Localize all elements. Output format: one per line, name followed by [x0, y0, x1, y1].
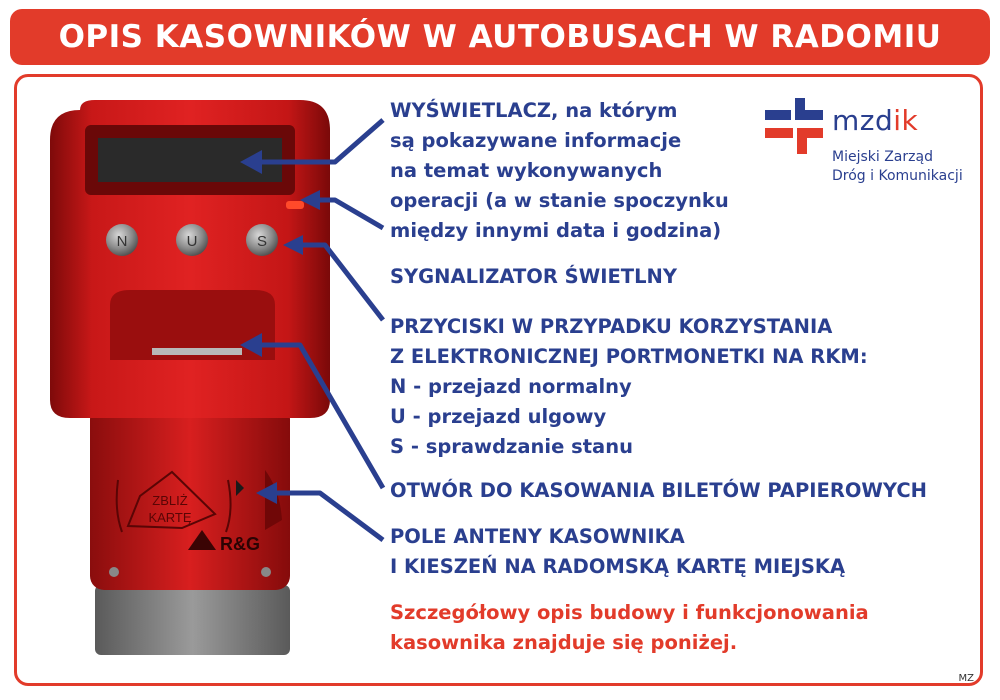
logo-subtitle-2: Dróg i Komunikacji [832, 168, 963, 184]
mzdik-logo-subtitle [832, 148, 963, 186]
antenna-desc-1: POLE ANTENY KASOWNIKA [390, 525, 685, 548]
signal-desc: SYGNALIZATOR ŚWIETLNY [390, 265, 677, 288]
ticket-slot [152, 348, 242, 355]
validator-display [98, 138, 282, 182]
validator-illustration [40, 100, 340, 670]
author-initials: MZ [958, 673, 974, 684]
screw-left [109, 567, 119, 577]
screw-right [261, 567, 271, 577]
signal-light [286, 201, 304, 209]
display-desc-5: między innymi data i godzina) [390, 219, 722, 242]
buttons-desc-2: Z ELEKTRONICZNEJ PORTMONETKI NA RKM: [390, 345, 868, 368]
mzdik-logo [765, 98, 980, 193]
logo-subtitle-1: Miejski Zarząd [832, 149, 933, 165]
buttons-desc-4: U - przejazd ulgowy [390, 405, 607, 428]
mzdik-logo-name [832, 104, 918, 137]
u-button-label: U [186, 233, 198, 250]
brand-label: R&G [220, 534, 260, 554]
note-line-1: Szczegółowy opis budowy i funkcjonowania [390, 601, 869, 624]
display-desc-1: WYŚWIETLACZ, na którym [390, 99, 678, 122]
note-line-2: kasownika znajduje się poniżej. [390, 631, 738, 654]
slot-desc: OTWÓR DO KASOWANIA BILETÓW PAPIEROWYCH [390, 479, 927, 502]
s-button-label: S [256, 233, 268, 250]
card-text-1: ZBLIŻ [152, 493, 188, 508]
buttons-desc-5: S - sprawdzanie stanu [390, 435, 633, 458]
logo-name-part2: ik [893, 104, 919, 137]
mzdik-logo-icon [765, 98, 825, 158]
logo-name-part1: mzd [832, 104, 894, 137]
buttons-desc-3: N - przejazd normalny [390, 375, 632, 398]
page-title: OPIS KASOWNIKÓW W AUTOBUSACH W RADOMIU [58, 19, 942, 55]
display-desc-3: na temat wykonywanych [390, 159, 663, 182]
n-button-label: N [116, 233, 128, 250]
antenna-desc-2: I KIESZEŃ NA RADOMSKĄ KARTĘ MIEJSKĄ [390, 555, 846, 578]
card-text-2: KARTĘ [148, 510, 192, 525]
validator-lower-housing [90, 405, 290, 590]
buttons-desc-1: PRZYCISKI W PRZYPADKU KORZYSTANIA [390, 315, 833, 338]
title-banner [10, 9, 990, 65]
validator-base [95, 585, 290, 655]
display-desc-2: są pokazywane informacje [390, 129, 682, 152]
display-desc-4: operacji (a w stanie spoczynku [390, 189, 729, 212]
